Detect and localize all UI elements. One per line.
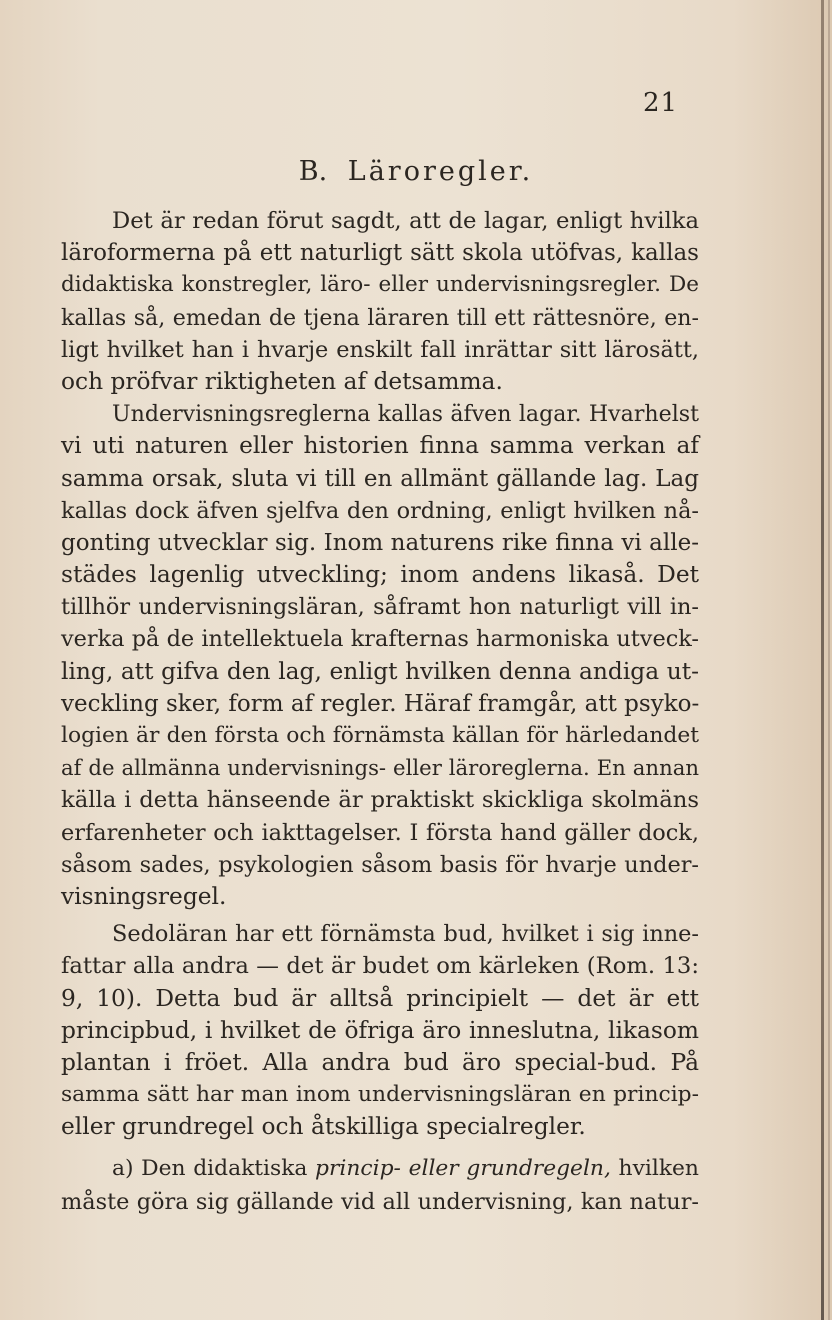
text-line: ling, att gifva den lag, enligt hvilken denna andiga ut- xyxy=(61,657,699,685)
section-heading xyxy=(0,156,832,187)
text-line: ligt hvilket han i hvarje enskilt fall inrättar sitt lärosätt, xyxy=(61,336,699,363)
italic-term: princip- eller grundregeln, xyxy=(315,1156,611,1182)
page-edge-shadow xyxy=(821,0,824,1320)
text-line: läroformerna på ett naturligt sätt skola utöfvas, kallas xyxy=(61,240,699,267)
text-line: visningsregel. xyxy=(61,882,227,910)
body-text xyxy=(61,205,699,1218)
text-line: Undervisningsreglerna kallas äfven lagar. Hvarhelst xyxy=(112,401,699,428)
text-line: Sedoläran har ett förnämsta bud, hvilket i sig inne- xyxy=(112,921,699,948)
text-line: didaktiska konstregler, läro- eller undervisningsregler. De xyxy=(61,272,699,298)
text-line: samma sätt har man inom undervisningsläran en princip- xyxy=(61,1082,699,1108)
text-line: af de allmänna undervisnings- eller läroreglerna. En annan xyxy=(61,755,699,781)
text-line xyxy=(61,1153,699,1185)
section-letter: B. xyxy=(298,156,328,187)
text-line: verka på de intellektuela krafternas harmoniska utveck- xyxy=(61,626,699,653)
text-run: a) Den didaktiska xyxy=(112,1156,316,1182)
text-line: måste göra sig gällande vid all undervisning, kan natur- xyxy=(61,1188,699,1215)
text-line: logien är den första och förnämsta källan för härledandet xyxy=(61,723,699,748)
text-run: hvilken xyxy=(610,1156,699,1182)
text-line: gonting utvecklar sig. Inom naturens rike finna vi alle- xyxy=(61,529,699,556)
text-line: plantan i fröet. Alla andra bud äro special-bud. På xyxy=(61,1048,699,1076)
text-line: och pröfvar riktigheten af detsamma. xyxy=(61,367,503,395)
paragraph xyxy=(61,918,699,1143)
text-line: 9, 10). Detta bud är alltså principielt — det är ett xyxy=(61,984,699,1012)
text-line: principbud, i hvilket de öfriga äro inneslutna, likasom xyxy=(61,1016,699,1044)
text-line: källa i detta hänseende är praktiskt skickliga skolmäns xyxy=(61,787,699,814)
text-line: vi uti naturen eller historien finna samma verkan af xyxy=(61,432,699,460)
paragraph xyxy=(61,398,699,913)
page-edge-highlight xyxy=(828,0,830,1320)
text-line: erfarenheter och iakttagelser. I första hand gäller dock, xyxy=(61,819,699,846)
text-line: Det är redan förut sagdt, att de lagar, enligt hvilka xyxy=(112,208,699,234)
text-line: samma orsak, sluta vi till en allmänt gällande lag. Lag xyxy=(61,465,699,492)
page-number: 21 xyxy=(643,88,679,118)
text-line: kallas dock äfven sjelfva den ordning, enligt hvilken nå- xyxy=(61,497,699,524)
section-title: Läroregler. xyxy=(347,156,534,187)
paragraph xyxy=(61,1153,699,1217)
text-line: fattar alla andra — det är budet om kärleken (Rom. 13: xyxy=(61,953,699,980)
text-line: såsom sades, psykologien såsom basis för hvarje under- xyxy=(61,851,699,878)
text-line: tillhör undervisningsläran, såframt hon naturligt vill in- xyxy=(61,594,699,621)
text-line: kallas så, emedan de tjena läraren till ett rättesnöre, en- xyxy=(61,304,699,331)
paragraph xyxy=(61,205,699,398)
text-line: veckling sker, form af regler. Häraf framgår, att psyko- xyxy=(61,690,700,717)
text-line: eller grundregel och åtskilliga specialregler. xyxy=(61,1113,586,1141)
text-line: städes lagenlig utveckling; inom andens likaså. Det xyxy=(61,561,699,589)
